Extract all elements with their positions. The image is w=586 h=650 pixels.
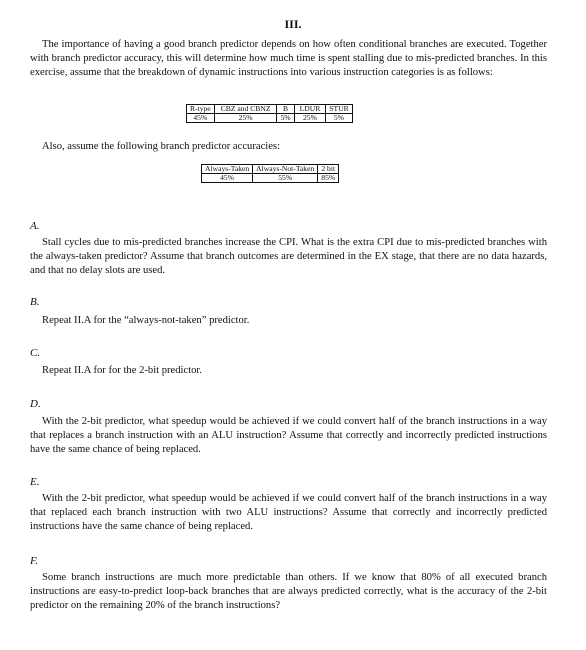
table-cell: 85% — [318, 174, 339, 183]
question-text-e: With the 2-bit predictor, what speedup would be achieved if we could convert half of the branch instructions in a way that replaced each branch instruction with two ALU instructions? Assume that correctly and incorrectly predicted instructions have the same chance of being replaced. — [30, 493, 547, 532]
question-label-b: B. — [30, 296, 40, 308]
question-text-c: Repeat II.A for for the 2-bit predictor. — [42, 365, 203, 376]
accuracy-intro: Also, assume the following branch predictor accuracies: — [42, 141, 280, 152]
table-cell: 25% — [294, 114, 326, 123]
table-cell: 45% — [187, 114, 215, 123]
table-header-cell: Always-Taken — [202, 165, 253, 174]
section-heading: III. — [284, 17, 302, 31]
table-cell: 5% — [277, 114, 294, 123]
table-cell: 25% — [214, 114, 277, 123]
table-header-cell: 2 bit — [318, 165, 339, 174]
predictor-accuracy-table — [201, 164, 339, 183]
question-label-c: C. — [30, 347, 41, 359]
question-text-b: Repeat II.A for the “always-not-taken” predictor. — [42, 315, 250, 326]
table-cell: 45% — [202, 174, 253, 183]
table-cell: 5% — [326, 114, 352, 123]
instruction-mix-table — [186, 104, 353, 123]
question-text-a: Stall cycles due to mis-predicted branches increase the CPI. What is the extra CPI due to mis-predicted branches with the always-taken predictor? Assume that branch outcomes are determined in the EX stage, that there are no data hazards, and that no delay slots are used. — [30, 237, 547, 276]
table-header-cell: STUR — [326, 105, 352, 114]
table-header-cell: CBZ and CBNZ — [214, 105, 277, 114]
table-cell: 55% — [253, 174, 318, 183]
table-header-cell: LDUR — [294, 105, 326, 114]
question-label-a: A. — [30, 220, 40, 232]
table-header-cell: R-type — [187, 105, 215, 114]
question-label-e: E. — [30, 476, 40, 488]
question-text-d: With the 2-bit predictor, what speedup would be achieved if we could convert half of the branch instructions in a way that replaces a branch instruction with an ALU instruction? Assume that correctly and incorrectly predicted instructions have the same chance of being replaced. — [30, 416, 547, 455]
question-label-d: D. — [30, 398, 41, 410]
table-header-cell: B — [277, 105, 294, 114]
table-header-cell: Always-Not-Taken — [253, 165, 318, 174]
question-label-f: F. — [30, 555, 39, 567]
intro-paragraph: The importance of having a good branch predictor depends on how often conditional branches are executed. Together with branch predictor accuracy, this will determine how much time is spent stalling due to mis-predicted branches. In this exercise, assume that the breakdown of dynamic instructions into various instruction categories is as follows: — [30, 39, 547, 78]
question-text-f: Some branch instructions are much more predictable than others. If we know that 80% of all executed branch instructions are easy-to-predict loop-back branches that are always predicted correctly, what is the accuracy of the 2-bit predictor on the remaining 20% of the branch instructions? — [30, 572, 547, 611]
